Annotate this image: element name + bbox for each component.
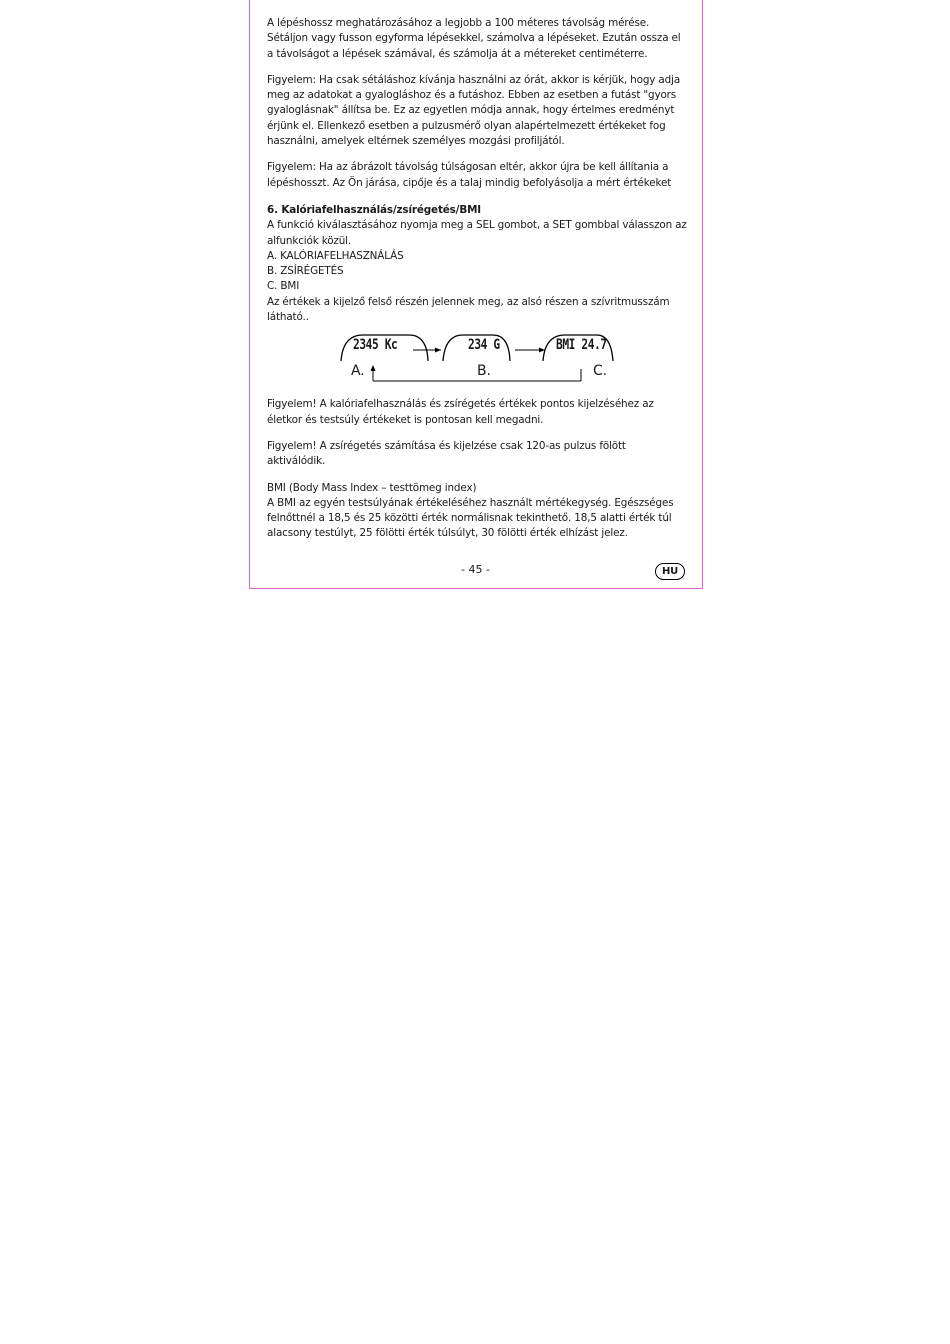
lcd-calories: 2345 Kc (353, 337, 398, 354)
lcd-bmi: BMI 24.7 (556, 337, 607, 354)
paragraph-note-accuracy (267, 397, 687, 428)
paragraph-bmi: A BMI az egyén testsúlyának értékeléséhez használt mértékegység. Egészséges felnőttnél a 18,5 és 25 közötti érték normálisnak tekinthető. 18,5 alatti érték túl alacsony testúlyt, 25 fölötti érték túlsúlyt, 30 fölötti érték elhízást jelez. (267, 496, 674, 540)
label-c: C. (593, 363, 607, 380)
note-text: A kalóriafelhasználás és zsírégetés értékek pontos kijelzéséhez az életkor és testsúly értékeket is pontosan kell megadni. (267, 398, 654, 426)
text-part: gombot, a (494, 219, 553, 232)
page-content (267, 16, 687, 542)
text-part: A funkció kiválasztásához nyomja meg a (267, 219, 476, 232)
label-b: B. (477, 363, 491, 380)
option-b: B. ZSÍRÉGETÉS (267, 265, 344, 278)
paragraph-display-info: Az értékek a kijelző felső részén jelennek meg, az alsó részen a szívritmusszám látható.. (267, 295, 670, 324)
set-button-name: SET (552, 219, 572, 232)
lcd-fat-burn: 234 G (468, 337, 500, 354)
note-label: Figyelem! (267, 439, 317, 452)
paragraph-note-pulse (267, 439, 687, 470)
note-text: Ha csak sétáláshoz kívánja használni az órát, akkor is kérjük, hogy adja meg az adatokat a gyalogláshoz és a futáshoz. Ebben az esetben a futást "gyors gyaloglásnak" állítsa be. Ez az egyetlen módja annak, hogy értelmes eredményt érjünk el. Ellenkező esetben a pulzusmérő olyan alapértelmezett értékeket fog használni, amelyek eltérnek személyes mozgási profiljától. (267, 73, 681, 148)
display-mode-diagram (267, 331, 687, 389)
paragraph-note-distance (267, 160, 687, 191)
note-label: Figyelem! (267, 398, 317, 411)
section-heading: 6. Kalóriafelhasználás/zsírégetés/BMI (267, 203, 482, 216)
sel-button-name: SEL (476, 219, 495, 232)
page-number: - 45 - (461, 563, 490, 576)
note-label: Figyelem: (267, 73, 316, 86)
paragraph-step-length: A lépéshossz meghatározásához a legjobb a 100 méteres távolság mérése. Sétáljon vagy fusson egyforma lépésekkel, számolva a lépéseket. Ezután ossza el a távolságot a lépések számával, és számolja át a métereket centiméterre. (267, 17, 681, 60)
note-text: A zsírégetés számítása és kijelzése csak 120-as pulzus fölött aktiválódik. (267, 439, 626, 468)
language-badge: HU (655, 563, 685, 580)
paragraph-note-walking (267, 73, 687, 149)
option-a: A. KALÓRIAFELHASZNÁLÁS (267, 249, 404, 262)
bmi-heading: BMI (Body Mass Index – testtömeg index) (267, 481, 477, 494)
text-part: gombbal válasszon az alfunkciók közül. (267, 219, 687, 247)
note-text: Ha az ábrázolt távolság túlságosan eltér, akkor újra be kell állítania a lépéshosszt. Az Ön járása, cipője és a talaj mindig befolyásolja a mért értékeket (267, 161, 672, 189)
note-label: Figyelem: (267, 161, 316, 174)
paragraph-select-function (267, 218, 687, 249)
label-a: A. (351, 363, 365, 380)
option-c: C. BMI (267, 280, 300, 293)
